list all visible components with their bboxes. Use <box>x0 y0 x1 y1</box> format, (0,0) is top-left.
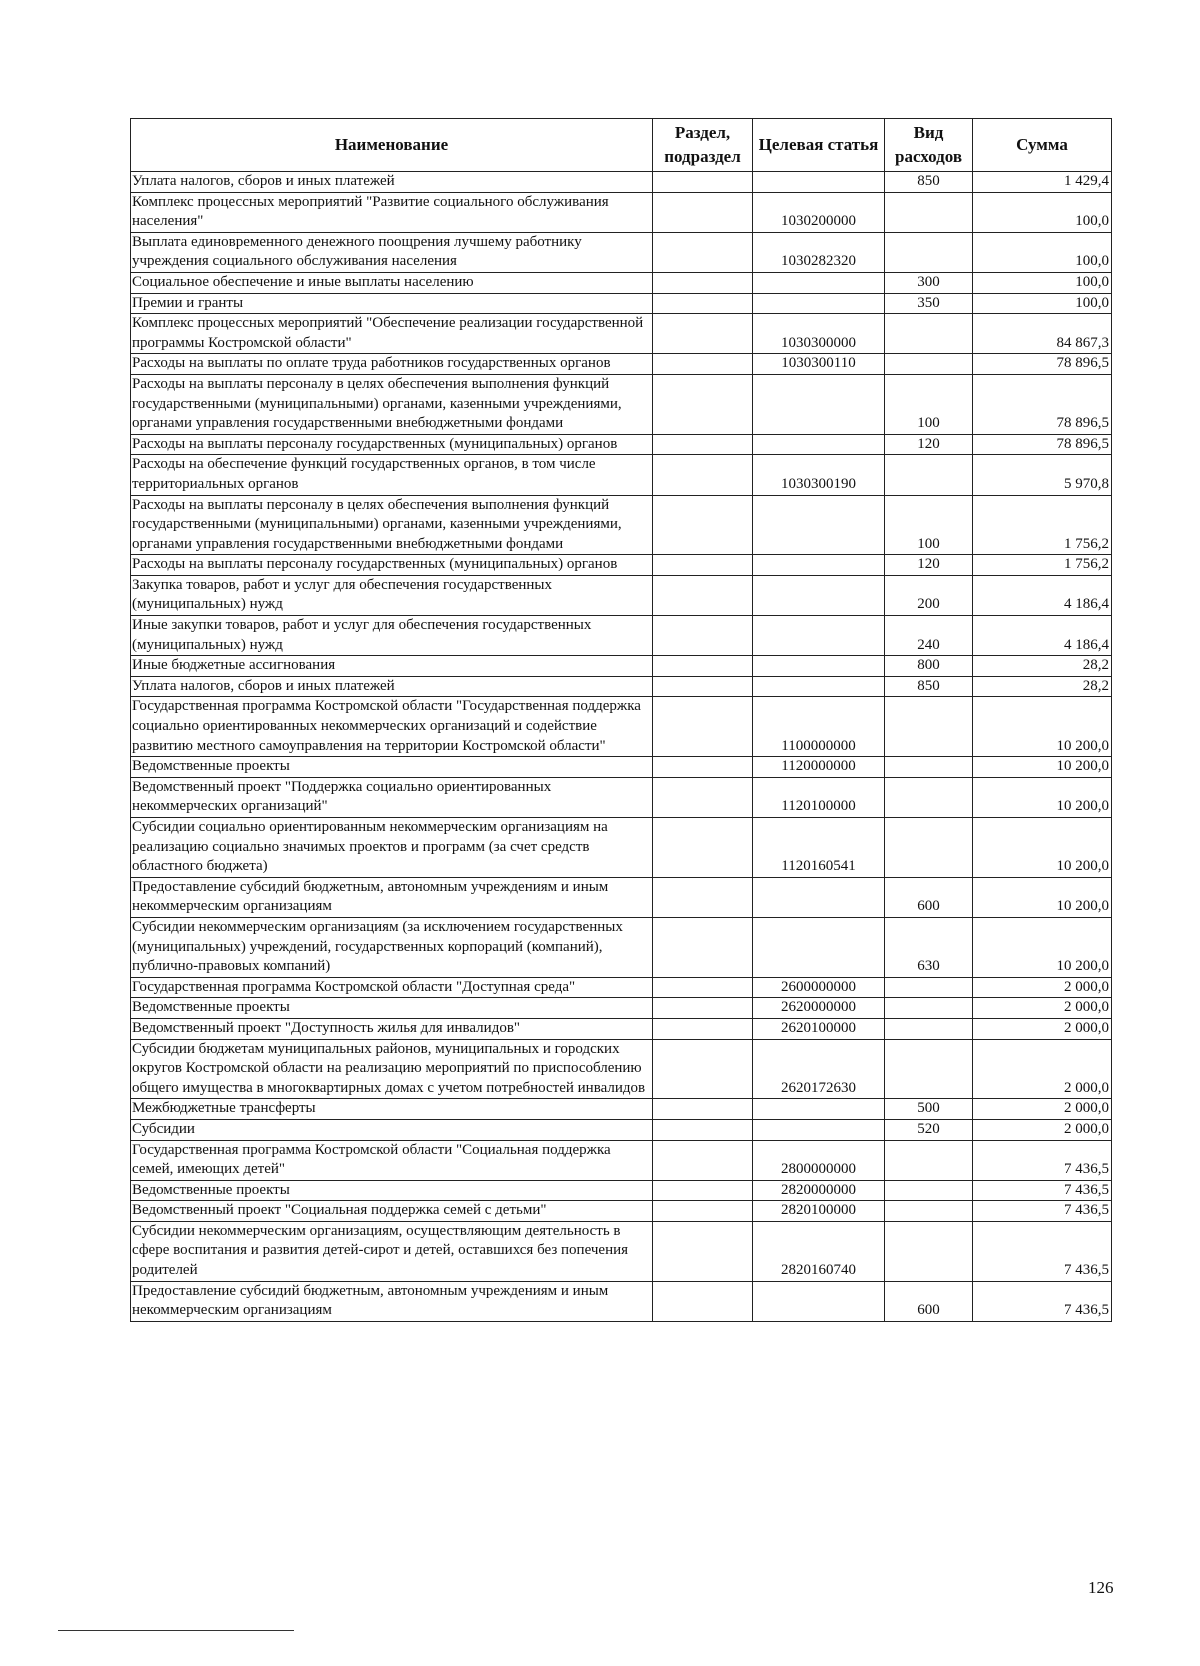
cell-target <box>753 1281 885 1321</box>
cell-sum: 100,0 <box>973 272 1112 293</box>
cell-name: Субсидии некоммерческим организациям, осуществляющим деятельность в сфере воспитания и развития детей-сирот и детей, оставшихся без попечения родителей <box>131 1221 653 1281</box>
table-row <box>131 697 1112 757</box>
cell-name: Ведомственный проект "Социальная поддержка семей с детьми" <box>131 1201 653 1222</box>
cell-type: 100 <box>885 495 973 555</box>
cell-sum: 5 970,8 <box>973 455 1112 495</box>
cell-name: Комплекс процессных мероприятий "Обеспечение реализации государственной программы Костромской области" <box>131 314 653 354</box>
cell-section <box>653 314 753 354</box>
cell-target <box>753 1099 885 1120</box>
table-row <box>131 616 1112 656</box>
cell-target <box>753 656 885 677</box>
table-body <box>131 172 1112 1322</box>
cell-target <box>753 374 885 434</box>
cell-sum: 2 000,0 <box>973 1099 1112 1120</box>
cell-target: 1030300190 <box>753 455 885 495</box>
cell-section <box>653 697 753 757</box>
table-row <box>131 172 1112 193</box>
cell-section <box>653 977 753 998</box>
table-row <box>131 1119 1112 1140</box>
cell-type <box>885 818 973 878</box>
cell-type <box>885 232 973 272</box>
table-row <box>131 1281 1112 1321</box>
header-sum: Сумма <box>973 119 1112 172</box>
cell-type <box>885 314 973 354</box>
cell-name: Закупка товаров, работ и услуг для обеспечения государственных (муниципальных) нужд <box>131 575 653 615</box>
cell-section <box>653 998 753 1019</box>
cell-sum: 7 436,5 <box>973 1180 1112 1201</box>
cell-name: Межбюджетные трансферты <box>131 1099 653 1120</box>
cell-section <box>653 757 753 778</box>
table-row <box>131 757 1112 778</box>
cell-name: Субсидии некоммерческим организациям (за исключением государственных (муниципальных) учреждений, государственных корпораций (компаний), публично-правовых компаний) <box>131 917 653 977</box>
cell-target: 1120100000 <box>753 777 885 817</box>
cell-section <box>653 434 753 455</box>
cell-name: Субсидии <box>131 1119 653 1140</box>
cell-sum: 10 200,0 <box>973 777 1112 817</box>
cell-target: 2820100000 <box>753 1201 885 1222</box>
cell-target: 2820000000 <box>753 1180 885 1201</box>
cell-type <box>885 192 973 232</box>
cell-name: Ведомственный проект "Поддержка социально ориентированных некоммерческих организаций" <box>131 777 653 817</box>
cell-section <box>653 172 753 193</box>
cell-type: 600 <box>885 877 973 917</box>
cell-target: 2620000000 <box>753 998 885 1019</box>
cell-name: Иные закупки товаров, работ и услуг для обеспечения государственных (муниципальных) нужд <box>131 616 653 656</box>
table-row <box>131 455 1112 495</box>
cell-section <box>653 495 753 555</box>
cell-type <box>885 1140 973 1180</box>
cell-section <box>653 455 753 495</box>
cell-name: Расходы на выплаты по оплате труда работников государственных органов <box>131 354 653 375</box>
cell-sum: 100,0 <box>973 192 1112 232</box>
cell-type <box>885 757 973 778</box>
table-row <box>131 272 1112 293</box>
table-row <box>131 818 1112 878</box>
cell-type: 200 <box>885 575 973 615</box>
cell-name: Государственная программа Костромской области "Социальная поддержка семей, имеющих детей" <box>131 1140 653 1180</box>
table-row <box>131 232 1112 272</box>
cell-type: 850 <box>885 172 973 193</box>
cell-section <box>653 1180 753 1201</box>
cell-type <box>885 1018 973 1039</box>
header-target: Целевая статья <box>753 119 885 172</box>
cell-name: Выплата единовременного денежного поощрения лучшему работнику учреждения социального обслуживания населения <box>131 232 653 272</box>
cell-target <box>753 575 885 615</box>
cell-sum: 1 429,4 <box>973 172 1112 193</box>
cell-name: Социальное обеспечение и иные выплаты населению <box>131 272 653 293</box>
footnote-divider <box>58 1630 294 1631</box>
table-row <box>131 656 1112 677</box>
cell-name: Комплекс процессных мероприятий "Развитие социального обслуживания населения" <box>131 192 653 232</box>
cell-section <box>653 374 753 434</box>
cell-target <box>753 495 885 555</box>
cell-name: Расходы на выплаты персоналу государственных (муниципальных) органов <box>131 555 653 576</box>
cell-target: 2600000000 <box>753 977 885 998</box>
cell-name: Ведомственные проекты <box>131 757 653 778</box>
table-row <box>131 977 1112 998</box>
cell-target: 1030282320 <box>753 232 885 272</box>
cell-sum: 7 436,5 <box>973 1201 1112 1222</box>
cell-section <box>653 656 753 677</box>
cell-sum: 78 896,5 <box>973 434 1112 455</box>
cell-target: 1120000000 <box>753 757 885 778</box>
cell-sum: 10 200,0 <box>973 877 1112 917</box>
cell-type <box>885 1039 973 1099</box>
cell-sum: 84 867,3 <box>973 314 1112 354</box>
table-row <box>131 434 1112 455</box>
cell-name: Расходы на обеспечение функций государственных органов, в том числе территориальных органов <box>131 455 653 495</box>
cell-sum: 7 436,5 <box>973 1140 1112 1180</box>
cell-target: 2800000000 <box>753 1140 885 1180</box>
cell-type: 100 <box>885 374 973 434</box>
cell-target <box>753 917 885 977</box>
cell-type: 800 <box>885 656 973 677</box>
cell-section <box>653 676 753 697</box>
cell-sum: 1 756,2 <box>973 555 1112 576</box>
cell-section <box>653 1140 753 1180</box>
table-row <box>131 1140 1112 1180</box>
cell-type <box>885 977 973 998</box>
cell-target: 1100000000 <box>753 697 885 757</box>
cell-section <box>653 1221 753 1281</box>
cell-type: 500 <box>885 1099 973 1120</box>
cell-section <box>653 1099 753 1120</box>
table-row <box>131 192 1112 232</box>
cell-target: 1030300110 <box>753 354 885 375</box>
cell-target: 2620172630 <box>753 1039 885 1099</box>
cell-sum: 2 000,0 <box>973 977 1112 998</box>
cell-target <box>753 293 885 314</box>
table-header-row <box>131 119 1112 172</box>
cell-name: Расходы на выплаты персоналу государственных (муниципальных) органов <box>131 434 653 455</box>
cell-sum: 7 436,5 <box>973 1281 1112 1321</box>
table-row <box>131 374 1112 434</box>
cell-target: 1030200000 <box>753 192 885 232</box>
cell-type: 600 <box>885 1281 973 1321</box>
cell-type <box>885 697 973 757</box>
cell-sum: 10 200,0 <box>973 757 1112 778</box>
cell-name: Субсидии социально ориентированным некоммерческим организациям на реализацию социально значимых проектов и программ (за счет средств областного бюджета) <box>131 818 653 878</box>
table-row <box>131 1039 1112 1099</box>
cell-type: 300 <box>885 272 973 293</box>
cell-type: 120 <box>885 434 973 455</box>
cell-name: Ведомственный проект "Доступность жилья для инвалидов" <box>131 1018 653 1039</box>
cell-target <box>753 1119 885 1140</box>
table-row <box>131 314 1112 354</box>
cell-target <box>753 555 885 576</box>
cell-section <box>653 293 753 314</box>
cell-type: 850 <box>885 676 973 697</box>
cell-type: 350 <box>885 293 973 314</box>
cell-name: Ведомственные проекты <box>131 1180 653 1201</box>
cell-section <box>653 354 753 375</box>
cell-section <box>653 1201 753 1222</box>
cell-type <box>885 1221 973 1281</box>
cell-target <box>753 676 885 697</box>
cell-sum: 10 200,0 <box>973 917 1112 977</box>
cell-type: 240 <box>885 616 973 656</box>
cell-name: Ведомственные проекты <box>131 998 653 1019</box>
cell-name: Расходы на выплаты персоналу в целях обеспечения выполнения функций государственными (муниципальными) органами, казенными учреждениями, органами управления государственными внебюджетными фондами <box>131 495 653 555</box>
table-row <box>131 877 1112 917</box>
budget-table <box>130 118 1112 1322</box>
cell-target: 2820160740 <box>753 1221 885 1281</box>
cell-sum: 10 200,0 <box>973 818 1112 878</box>
table-row <box>131 1180 1112 1201</box>
cell-sum: 4 186,4 <box>973 616 1112 656</box>
cell-name: Иные бюджетные ассигнования <box>131 656 653 677</box>
cell-sum: 100,0 <box>973 232 1112 272</box>
cell-name: Уплата налогов, сборов и иных платежей <box>131 172 653 193</box>
cell-name: Государственная программа Костромской области "Государственная поддержка социально ориентированных некоммерческих организаций и содействие развитию местного самоуправления на территории Костромской области" <box>131 697 653 757</box>
cell-name: Уплата налогов, сборов и иных платежей <box>131 676 653 697</box>
cell-sum: 78 896,5 <box>973 354 1112 375</box>
page-number: 126 <box>1088 1578 1114 1597</box>
cell-sum: 2 000,0 <box>973 1119 1112 1140</box>
cell-section <box>653 1281 753 1321</box>
cell-section <box>653 555 753 576</box>
header-type: Вид расходов <box>885 119 973 172</box>
cell-name: Предоставление субсидий бюджетным, автономным учреждениям и иным некоммерческим организациям <box>131 1281 653 1321</box>
cell-type <box>885 455 973 495</box>
header-name: Наименование <box>131 119 653 172</box>
cell-type <box>885 777 973 817</box>
cell-sum: 78 896,5 <box>973 374 1112 434</box>
cell-sum: 4 186,4 <box>973 575 1112 615</box>
cell-section <box>653 575 753 615</box>
cell-name: Расходы на выплаты персоналу в целях обеспечения выполнения функций государственными (муниципальными) органами, казенными учреждениями, органами управления государственными внебюджетными фондами <box>131 374 653 434</box>
cell-sum: 100,0 <box>973 293 1112 314</box>
cell-section <box>653 272 753 293</box>
cell-section <box>653 877 753 917</box>
cell-section <box>653 232 753 272</box>
table-row <box>131 293 1112 314</box>
cell-target: 1030300000 <box>753 314 885 354</box>
cell-name: Государственная программа Костромской области "Доступная среда" <box>131 977 653 998</box>
table-row <box>131 354 1112 375</box>
table-row <box>131 1018 1112 1039</box>
cell-sum: 28,2 <box>973 656 1112 677</box>
cell-sum: 2 000,0 <box>973 998 1112 1019</box>
cell-sum: 7 436,5 <box>973 1221 1112 1281</box>
table-row <box>131 555 1112 576</box>
cell-name: Премии и гранты <box>131 293 653 314</box>
cell-section <box>653 1119 753 1140</box>
cell-section <box>653 192 753 232</box>
cell-sum: 1 756,2 <box>973 495 1112 555</box>
cell-section <box>653 917 753 977</box>
table-row <box>131 917 1112 977</box>
table-row <box>131 777 1112 817</box>
cell-sum: 2 000,0 <box>973 1018 1112 1039</box>
cell-target <box>753 172 885 193</box>
header-section: Раздел, подраздел <box>653 119 753 172</box>
cell-target <box>753 434 885 455</box>
cell-type <box>885 998 973 1019</box>
cell-section <box>653 777 753 817</box>
table-row <box>131 1099 1112 1120</box>
cell-type <box>885 354 973 375</box>
cell-section <box>653 1018 753 1039</box>
table-row <box>131 1221 1112 1281</box>
cell-sum: 2 000,0 <box>973 1039 1112 1099</box>
cell-sum: 28,2 <box>973 676 1112 697</box>
cell-type: 120 <box>885 555 973 576</box>
cell-sum: 10 200,0 <box>973 697 1112 757</box>
cell-type: 630 <box>885 917 973 977</box>
table-row <box>131 998 1112 1019</box>
cell-section <box>653 1039 753 1099</box>
table-row <box>131 575 1112 615</box>
cell-target <box>753 616 885 656</box>
cell-name: Предоставление субсидий бюджетным, автономным учреждениям и иным некоммерческим организациям <box>131 877 653 917</box>
cell-type <box>885 1201 973 1222</box>
cell-type <box>885 1180 973 1201</box>
cell-target: 2620100000 <box>753 1018 885 1039</box>
table-row <box>131 1201 1112 1222</box>
cell-target <box>753 877 885 917</box>
cell-target: 1120160541 <box>753 818 885 878</box>
cell-section <box>653 818 753 878</box>
cell-section <box>653 616 753 656</box>
table-row <box>131 495 1112 555</box>
cell-target <box>753 272 885 293</box>
table-row <box>131 676 1112 697</box>
cell-name: Субсидии бюджетам муниципальных районов, муниципальных и городских округов Костромской области на реализацию мероприятий по приспособлению общего имущества в многоквартирных домах с учетом потребностей инвалидов <box>131 1039 653 1099</box>
cell-type: 520 <box>885 1119 973 1140</box>
